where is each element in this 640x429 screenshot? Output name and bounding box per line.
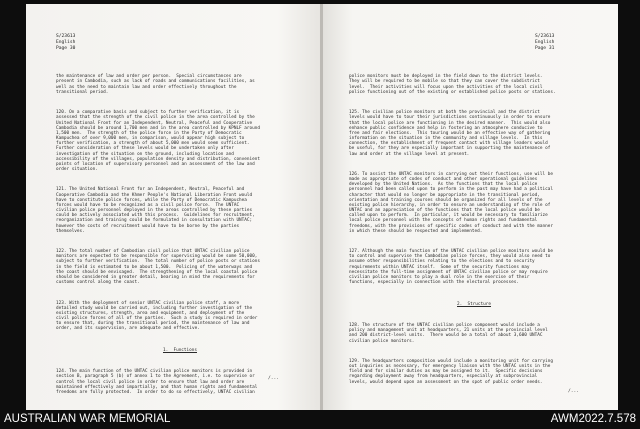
section-heading-functions: 1. Functions [163, 347, 197, 353]
left-page-header [56, 34, 75, 52]
paragraph: 123. With the deployment of senior UNTAC civilian police staff, a more detailed study would be carried out, including further investigation of the existing structures, strength, area and equipment, and deployment of the civil police forces of all of the parties. Such a study is required in order to ensure that, during the transitional period, the maintenance of law and order, and its supervision, are adequate and effective. [56, 300, 258, 332]
section-heading-structure: 2. Structure [457, 301, 491, 307]
paragraph: 121. The United National Front for an Independent, Neutral, Peaceful and Cooperative Cambodia and the Khmer People's National Liberation Front would have to constitute police forces, while the Party of Democratic Kampuchea forces would have to be recognized as a civil police force. The UNTAC civilian police personnel deployed in the areas controlled by these parties could be actively associated with this process. Guidelines for recruitment, reorganization and training could be formulated in consultation with UNTAC; however the costs of recruitment would have to be borne by the parties themselves. [56, 187, 255, 234]
paragraph: 129. The headquarters composition would include a monitoring unit for carrying out inquiries as necessary, for emergency liaison with the UNTAC units in the field and for similar duties as may be assigned to it. Specific decisions regarding deployment away from headquarters, especially at subprovincial levels, would depend upon an assessment on the spot of public order needs. [349, 358, 553, 385]
right-language: English [535, 40, 555, 45]
paragraph: the maintenance of law and order per person. Special circumstances are present in Cambodia, such as lack of roads and communications facilities, as well as the need to maintain law and order effectively throughout the transitional period. [56, 74, 255, 95]
continuation-mark: /... [568, 389, 580, 394]
paragraph: police monitors must be deployed in the field down to the district levels. They will be required to be mobile so that they can cover the subdistrict level. Their activities will focus upon the activities of the local civil police functioning out of the existing or established police posts or stations. [349, 74, 556, 95]
right-doc-code: S/23613 [535, 34, 555, 39]
right-page-number: Page 31 [535, 46, 555, 51]
right-page [323, 4, 618, 410]
paragraph: 120. On a comparative basis and subject to further verification, it is assessed that the strength of the civil police in the area controlled by the United National Front for an Independent, Neutral, Peaceful and Cooperative Cambodia should be around 1,700 men and in the area controlled by KPNLF around 1,500 men. The strength of the police force in the Party of Democratic Kampuchea of over 9,000 men, in comparison, would appear high subject to further verification, a strength of about 5,000 men would seem sufficient. Further consideration of these levels would be undertaken only after investigation of the situation on the ground, including location and accessibility of the villages, population density and distribution, convenient points of location of supervisory personnel and an assessment of the law and order situation. [56, 110, 260, 172]
archive-reference: AWM2022.7.578 [550, 413, 636, 425]
document-spread [26, 4, 618, 410]
right-page-body [349, 64, 599, 400]
continuation-mark: /... [268, 376, 280, 381]
left-page-body [56, 64, 304, 410]
archive-footer [0, 410, 640, 429]
left-language: English [56, 40, 76, 45]
paragraph: 126. To assist the UNTAC monitors in carrying out their functions, use will be made as appropriate of codes of conduct and other operational guidelines developed by the United Nations. As the functions that the local police personnel had been called upon to perform in the past may have had a political character that would no longer be appropriate in the transitional period, orientation and training courses should be organized for all levels of the existing police hierarchy, in order to ensure an understanding of the role of UNTAC and an appreciation of the functions that the local police would be called upon to perform. In particular, it would be necessary to familiarize local police personnel with the concepts of human rights and fundamental freedoms, with the provisions of specific codes of conduct and with the manner in which these should be respected and implemented. [349, 171, 553, 234]
left-page [26, 4, 322, 410]
paragraph: 127. Although the main function of the UNTAC civilian police monitors would be to control and supervise the Cambodian police forces, they would also need to assume other responsibilities relating to the elections and to security requirements within UNTAC itself. Some of the security functions may necessitate the full-time assignment of UNTAC civilian police or may require civilian police monitors to play a dual role in the exercise of their functions, especially in connection with the electoral processes. [349, 249, 553, 286]
left-page-number: Page 30 [56, 46, 76, 51]
paragraph: 124. The main function of the UNTAC civilian police monitors is provided in section B, paragraph 5 (b) of annex 1 to the Agreement, i.e. to supervise or control the local civil police in order to ensure that law and order are maintained effectively and impartially, and that human rights and fundamental freedoms are fully protected. In order to do so effectively, UNTAC civilian [56, 369, 258, 395]
paragraph: 128. The structure of the UNTAC civilian police component would include a policy and management unit at headquarters, 21 units at the provincial level and 200 district-level units. There would be a total of about 3,600 UNTAC civilian police monitors. [349, 323, 548, 344]
left-doc-code: S/23613 [56, 34, 76, 39]
paragraph: 125. The civilian police monitors at both the provincial and the district levels would have to tour their jurisdictions continuously in order to ensure that the local police are functioning in the desired manner. This would also enhance public confidence and help in fostering an atmosphere conducive to free and fair elections. This touring would be an effective way of gathering information on the situation in the community and village levels. In this connection, the establishment of frequent contact with village leaders would be useful, for they are especially important in supporting the maintenance of law and order at the village level at present. [349, 110, 551, 157]
archive-name: AUSTRALIAN WAR MEMORIAL [4, 413, 171, 425]
right-page-header [535, 34, 554, 52]
paragraph: 122. The total number of Cambodian civil police that UNTAC civilian police monitors are expected to be responsible for supervising would be some 50,000, subject to further verification. The total number of police posts or stations in the field is estimated to be about 1,500. Policing of the waterways and the coast should be envisaged. The strengthening of the local coastal police should be considered in greater detail, bearing in mind the requirements for customs control along the coast. [56, 249, 260, 286]
